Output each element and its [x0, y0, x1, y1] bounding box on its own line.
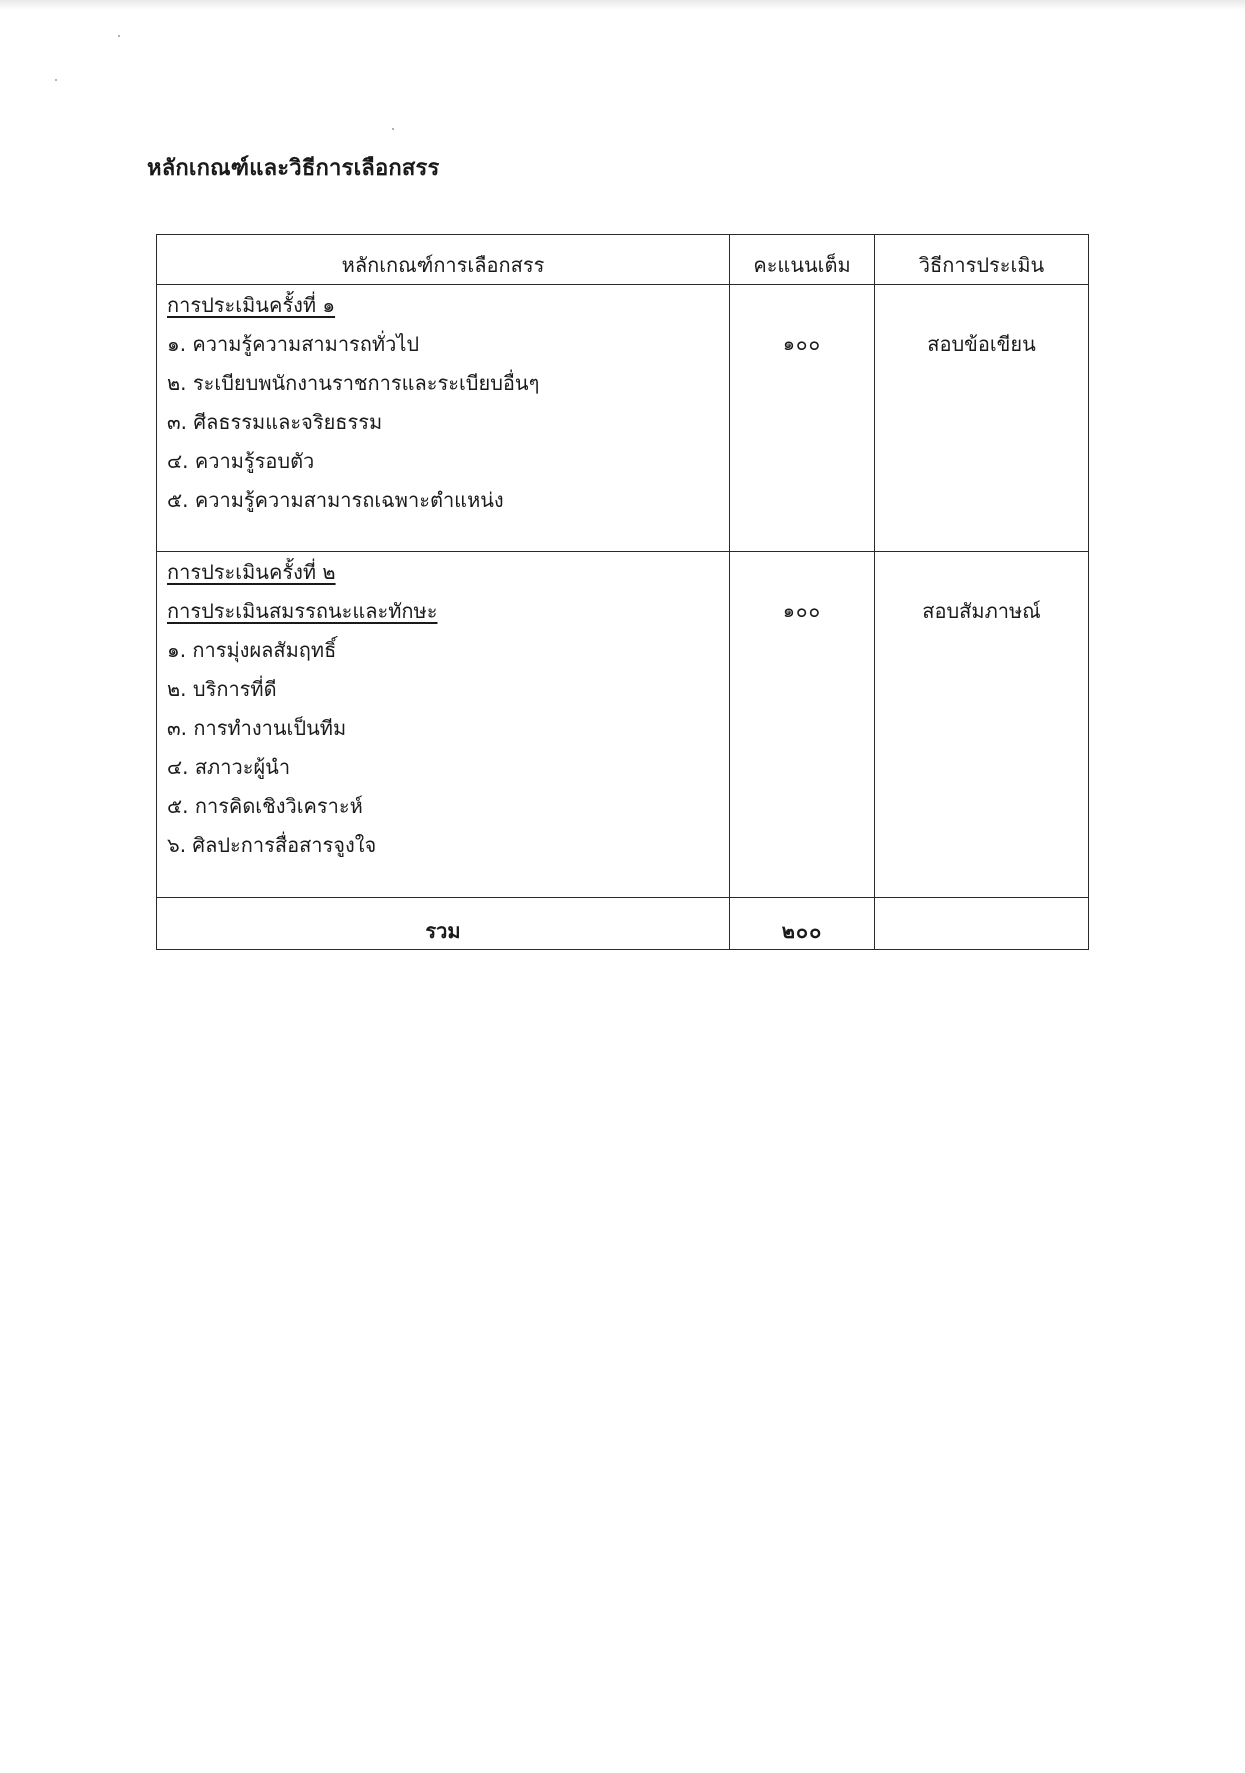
- section-2-score: ๑๐๐: [782, 600, 822, 622]
- table-row-section-1: [157, 285, 1089, 552]
- list-item: ๔. ความรู้รอบตัว: [167, 449, 315, 473]
- total-label-cell: [157, 898, 730, 950]
- list-item: ๑. การมุ่งผลสัมฤทธิ์: [167, 638, 337, 662]
- list-item: ๒. ระเบียบพนักงานราชการและระเบียบอื่นๆ: [167, 371, 540, 395]
- header-criteria: หลักเกณฑ์การเลือกสรร: [157, 235, 730, 285]
- total-label: รวม: [425, 919, 461, 943]
- list-item: ๔. สภาวะผู้นำ: [167, 755, 291, 779]
- section-1-score: ๑๐๐: [782, 333, 822, 355]
- list-item: ๕. การคิดเชิงวิเคราะห์: [167, 794, 363, 818]
- list-item: ๑. ความรู้ความสามารถทั่วไป: [167, 332, 420, 356]
- scan-speck: [118, 35, 120, 37]
- table-row-section-2: [157, 552, 1089, 898]
- total-score-cell: [730, 898, 875, 950]
- section-1-heading: การประเมินครั้งที่ ๑: [167, 293, 336, 317]
- scan-edge: [0, 0, 1245, 10]
- list-item: ๕. ความรู้ความสามารถเฉพาะตำแหน่ง: [167, 488, 504, 512]
- scan-speck: [392, 128, 394, 130]
- section-1-method: สอบข้อเขียน: [927, 332, 1036, 356]
- selection-criteria-table: [156, 234, 1089, 950]
- section-2-score-cell: [730, 552, 875, 898]
- section-2-method: สอบสัมภาษณ์: [922, 599, 1041, 623]
- section-2-method-cell: [875, 552, 1089, 898]
- list-item: ๓. การทำงานเป็นทีม: [167, 716, 347, 740]
- section-1-method-cell: [875, 285, 1089, 552]
- table-header-row: [157, 235, 1089, 285]
- header-full-score: คะแนนเต็ม: [730, 235, 875, 285]
- scan-speck: [55, 79, 57, 81]
- page-title: หลักเกณฑ์และวิธีการเลือกสรร: [147, 156, 440, 181]
- total-score: ๒๐๐: [781, 919, 823, 943]
- list-item: ๒. บริการที่ดี: [167, 677, 277, 701]
- header-method: วิธีการประเมิน: [875, 235, 1089, 285]
- section-1-criteria: [157, 285, 730, 552]
- section-1-score-cell: [730, 285, 875, 552]
- section-2-heading: การประเมินครั้งที่ ๒: [167, 560, 336, 584]
- section-2-subheading: การประเมินสมรรถนะและทักษะ: [167, 599, 438, 623]
- list-item: ๖. ศิลปะการสื่อสารจูงใจ: [167, 833, 377, 857]
- table-row-total: [157, 898, 1089, 950]
- total-method-cell: [875, 898, 1089, 950]
- section-2-criteria: [157, 552, 730, 898]
- list-item: ๓. ศีลธรรมและจริยธรรม: [167, 410, 383, 434]
